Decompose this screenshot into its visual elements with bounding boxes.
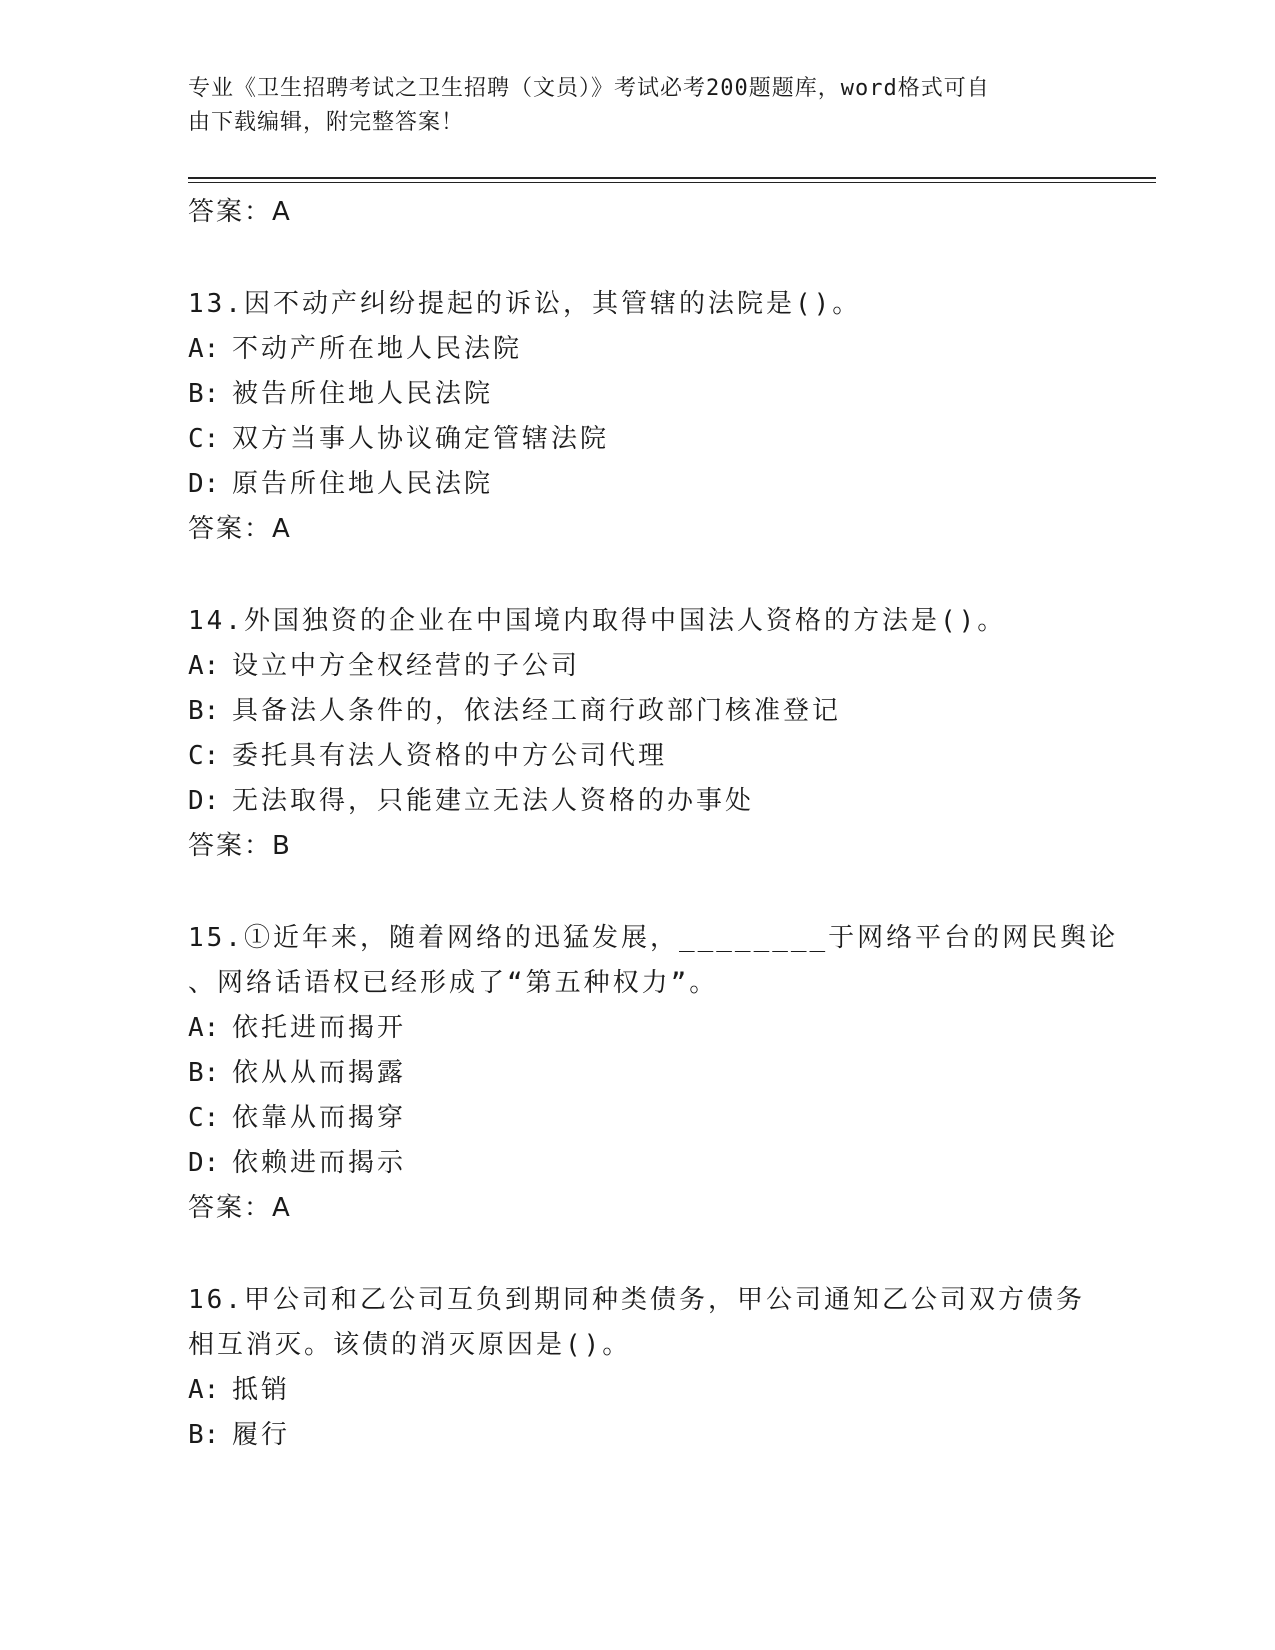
answer-line: 答案：A [188, 1193, 292, 1223]
question-13 [188, 282, 1088, 551]
option-b: B: 被告所住地人民法院 [188, 379, 494, 409]
option-b: B: 履行 [188, 1420, 291, 1450]
header-line-1: 专业《卫生招聘考试之卫生招聘（文员）》考试必考200题题库，word格式可自 [188, 76, 990, 101]
question-14 [188, 599, 1088, 868]
question-stem: 14.外国独资的企业在中国境内取得中国法人资格的方法是()。 [188, 606, 1007, 636]
option-a: A: 设立中方全权经营的子公司 [188, 651, 581, 681]
option-a: A: 抵销 [188, 1375, 291, 1405]
option-d: D: 原告所住地人民法院 [188, 469, 494, 499]
header-divider-thick [188, 177, 1156, 179]
option-a: A: 不动产所在地人民法院 [188, 334, 523, 364]
header-divider-thin [188, 182, 1156, 183]
question-list [188, 190, 1119, 1458]
answer-line: 答案：B [188, 831, 292, 861]
option-d: D: 依赖进而揭示 [188, 1148, 407, 1178]
question-stem-continued: 相互消灭。该债的消灭原因是()。 [188, 1330, 632, 1360]
document-header [188, 72, 1068, 140]
option-b: B: 依从从而揭露 [188, 1058, 407, 1088]
question-stem: 15.①近年来，随着网络的迅猛发展，________于网络平台的网民舆论 [188, 923, 1119, 953]
question-stem-continued: 、网络话语权已经形成了“第五种权力”。 [188, 968, 719, 998]
option-c: C: 双方当事人协议确定管辖法院 [188, 424, 610, 454]
question-stem: 13.因不动产纠纷提起的诉讼，其管辖的法院是()。 [188, 289, 862, 319]
question-stem: 16.甲公司和乙公司互负到期同种类债务，甲公司通知乙公司双方债务 [188, 1285, 1085, 1315]
question-15 [188, 916, 1119, 1230]
answer-line: 答案：A [188, 514, 292, 544]
option-a: A: 依托进而揭开 [188, 1013, 407, 1043]
header-line-2: 由下载编辑，附完整答案！ [188, 110, 465, 135]
option-b: B: 具备法人条件的，依法经工商行政部门核准登记 [188, 696, 842, 726]
option-c: C: 依靠从而揭穿 [188, 1103, 407, 1133]
option-c: C: 委托具有法人资格的中方公司代理 [188, 741, 668, 771]
answer-line-12: 答案：A [188, 197, 292, 227]
question-16 [188, 1278, 1088, 1458]
option-d: D: 无法取得，只能建立无法人资格的办事处 [188, 786, 755, 816]
